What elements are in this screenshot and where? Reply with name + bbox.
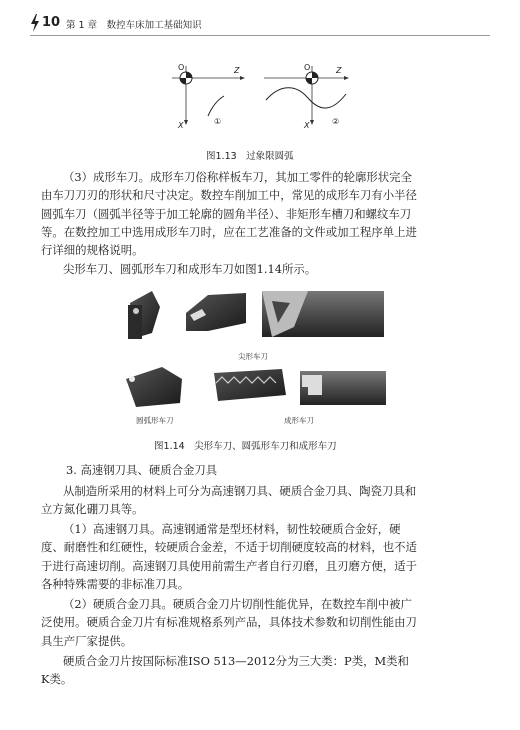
axis-o-label: O xyxy=(178,63,185,72)
page-number: 10 xyxy=(42,15,61,30)
pointed-tool-photo-2 xyxy=(186,293,246,331)
text-line: 度、耐磨性和红硬性，较硬质合金差，不适于切削硬度较高的材料，也不适 xyxy=(41,540,417,555)
paragraph-carbide xyxy=(41,595,479,650)
paragraph-formed-tool xyxy=(41,168,479,259)
marker-2: ② xyxy=(332,117,340,126)
text-line: 于进行高速切削。高速钢刀具使用前需生产者自行刃磨，且刃磨方便，适于 xyxy=(41,558,417,573)
page-header xyxy=(30,12,490,34)
axis-z-label-2: Z xyxy=(336,66,342,75)
axis-z-label: Z xyxy=(234,66,240,75)
pointed-tool-photo-1 xyxy=(128,291,160,339)
section-heading: 3. 高速钢刀具、硬质合金刀具 xyxy=(66,463,218,477)
label-pointed-tool: 尖形车刀 xyxy=(238,352,268,361)
figure-1-14-caption: 图1.14 尖形车刀、圆弧形车刀和成形车刀 xyxy=(154,441,337,452)
formed-tool-photo-1 xyxy=(214,369,286,401)
formed-tool-photo-2 xyxy=(300,371,386,405)
lightning-bolt-icon xyxy=(30,14,40,32)
marker-1: ① xyxy=(214,117,222,126)
text-line: 行详细的规格说明。 xyxy=(41,243,144,258)
label-arc-tool: 圆弧形车刀 xyxy=(136,416,174,425)
axis-x-label-2: X xyxy=(304,121,310,130)
text-line: K类。 xyxy=(41,672,73,687)
text-line: 等。在数控加工中选用成形车刀时，应在工艺准备的文件或加工程序单上进 xyxy=(41,224,417,239)
text-line: （3）成形车刀。成形车刀俗称样板车刀，其加工零件的轮廓形状完全 xyxy=(63,170,412,184)
text-line: 立方氮化硼刀具等。 xyxy=(41,502,144,517)
text-line: 硬质合金刀片按国际标准ISO 513—2012分为三大类：P类，M类和 xyxy=(63,654,409,668)
arc-tool-photo xyxy=(126,367,182,407)
text-line: 从制造所采用的材料上可分为高速钢刀具、硬质合金刀具、陶瓷刀具和 xyxy=(63,484,417,498)
chapter-title: 第 1 章 数控车床加工基础知识 xyxy=(66,20,202,31)
axis-x-label: X xyxy=(178,121,184,130)
paragraph-figure-ref xyxy=(41,260,479,278)
paragraph-materials xyxy=(41,482,479,519)
header-rule xyxy=(30,35,490,36)
paragraph-hss xyxy=(41,520,479,593)
text-line: 泛使用。硬质合金刀片有标准规格系列产品，具体技术参数和切削性能由刀 xyxy=(41,615,417,630)
figure-tool-photos xyxy=(122,283,392,433)
paragraph-iso-classes xyxy=(41,652,479,689)
text-line: （2）硬质合金刀具。硬质合金刀片切削性能优异，在数控车削中被广 xyxy=(63,597,412,611)
text-line: （1）高速钢刀具。高速钢通常是型坯材料，韧性较硬质合金好，硬 xyxy=(63,522,401,536)
text-line: 由车刀刀刃的形状和尺寸决定。数控车削加工中，常见的成形车刀有小半径 xyxy=(41,188,417,203)
text-line: 圆弧车刀（圆弧半径等于加工轮廓的圆角半径）、非矩形车槽刀和螺纹车刀 xyxy=(41,206,412,221)
text-line: 各种特殊需要的非标准刀具。 xyxy=(41,576,190,591)
axis-o-label-2: O xyxy=(304,63,311,72)
text-line: 具生产厂家提供。 xyxy=(41,633,133,648)
figure-quadrant-arc-diagram xyxy=(160,58,360,148)
figure-1-13-caption: 图1.13 过象限圆弧 xyxy=(206,151,294,162)
text-line: 尖形车刀、圆弧形车刀和成形车刀如图1.14所示。 xyxy=(63,262,317,276)
pointed-tool-photo-3 xyxy=(262,291,384,337)
label-formed-tool: 成形车刀 xyxy=(284,416,314,425)
